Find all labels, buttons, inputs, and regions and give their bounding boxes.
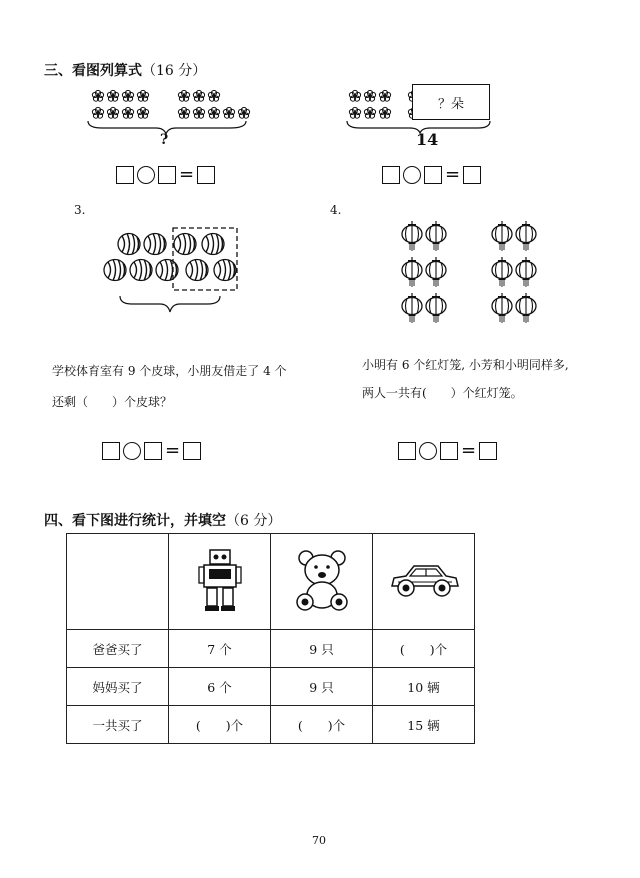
problem-3-text-line-1: 学校体育室有 9 个皮球，小朋友借走了 4 个	[52, 364, 287, 378]
operator-circle[interactable]	[403, 166, 421, 184]
table-cell: 15 辆	[373, 706, 475, 744]
answer-box[interactable]	[440, 442, 458, 460]
answer-box[interactable]	[398, 442, 416, 460]
blank-cell[interactable]: ( )个	[271, 706, 373, 744]
answer-box[interactable]	[102, 442, 120, 460]
problem-4-text-line-1: 小明有 6 个红灯笼, 小芳和小明同样多,	[362, 358, 569, 372]
result-box[interactable]	[479, 442, 497, 460]
problem-4-text-line-2: 两人一共有( ）个红灯笼。	[362, 386, 523, 400]
table-corner-cell	[67, 534, 169, 630]
table-row	[67, 668, 475, 706]
table-header-row	[67, 534, 475, 630]
flower-group-left	[92, 90, 148, 118]
row-label: 爸爸买了	[67, 630, 169, 668]
problem-1-equation[interactable]	[116, 166, 215, 184]
table-cell: 10 辆	[373, 668, 475, 706]
section-4-title	[44, 510, 281, 530]
row-label: 一共买了	[67, 706, 169, 744]
table-cell: 7 个	[169, 630, 271, 668]
problem-1-flowers-figure	[80, 84, 260, 154]
section-3-title-text: 三、看图列算式	[44, 63, 142, 79]
table-cell: 9 只	[271, 668, 373, 706]
teddy-bear-icon	[294, 548, 350, 612]
answer-box[interactable]	[158, 166, 176, 184]
equals-sign: =	[165, 440, 181, 461]
table-cell: 6 个	[169, 668, 271, 706]
result-box[interactable]	[197, 166, 215, 184]
problem-3-equation[interactable]	[102, 442, 201, 460]
answer-box[interactable]	[116, 166, 134, 184]
problem-1-question-mark: ?	[160, 132, 169, 148]
section-3-title	[44, 60, 206, 80]
header-cell-toy-car	[373, 534, 475, 630]
operator-circle[interactable]	[137, 166, 155, 184]
problem-3-number: 3.	[74, 203, 86, 217]
result-box[interactable]	[463, 166, 481, 184]
row-label: 妈妈买了	[67, 668, 169, 706]
blank-cell[interactable]: ( )个	[169, 706, 271, 744]
result-box[interactable]	[183, 442, 201, 460]
table-cell: 9 只	[271, 630, 373, 668]
robot-icon	[198, 548, 242, 612]
header-cell-teddy-bear	[271, 534, 373, 630]
operator-circle[interactable]	[419, 442, 437, 460]
equals-sign: =	[179, 164, 195, 185]
equals-sign: =	[445, 164, 461, 185]
section-4-points: （6 分）	[226, 513, 282, 529]
lantern-group-left	[402, 221, 446, 323]
hidden-flowers-box	[412, 84, 490, 120]
page-number: 70	[312, 834, 326, 847]
problem-4-lanterns-figure	[392, 218, 552, 330]
section-4-title-text: 四、看下图进行统计，并填空	[44, 513, 226, 529]
total-brace	[120, 296, 220, 312]
flower-group	[349, 90, 419, 118]
equals-sign: =	[461, 440, 477, 461]
problem-4-equation[interactable]	[398, 442, 497, 460]
hidden-flowers-label: ？朵	[437, 96, 464, 112]
toy-car-icon	[388, 560, 460, 600]
ball-row-top	[118, 234, 224, 255]
ball-row-bottom	[104, 260, 236, 281]
lantern-group-right	[492, 221, 536, 323]
problem-3-balls-figure	[98, 222, 248, 322]
operator-circle[interactable]	[123, 442, 141, 460]
answer-box[interactable]	[144, 442, 162, 460]
header-cell-robot	[169, 534, 271, 630]
problem-4-number: 4.	[330, 203, 342, 217]
problem-2-equation[interactable]	[382, 166, 481, 184]
blank-cell[interactable]: ( )个	[373, 630, 475, 668]
table-row	[67, 630, 475, 668]
problem-3-text-line-2: 还剩（ ）个皮球？	[52, 395, 173, 409]
section-3-points: （16 分）	[142, 63, 207, 79]
table-row	[67, 706, 475, 744]
flower-group-right	[178, 90, 249, 118]
statistics-table	[66, 533, 475, 744]
answer-box[interactable]	[382, 166, 400, 184]
answer-box[interactable]	[424, 166, 442, 184]
problem-2-total: 14	[416, 130, 439, 149]
